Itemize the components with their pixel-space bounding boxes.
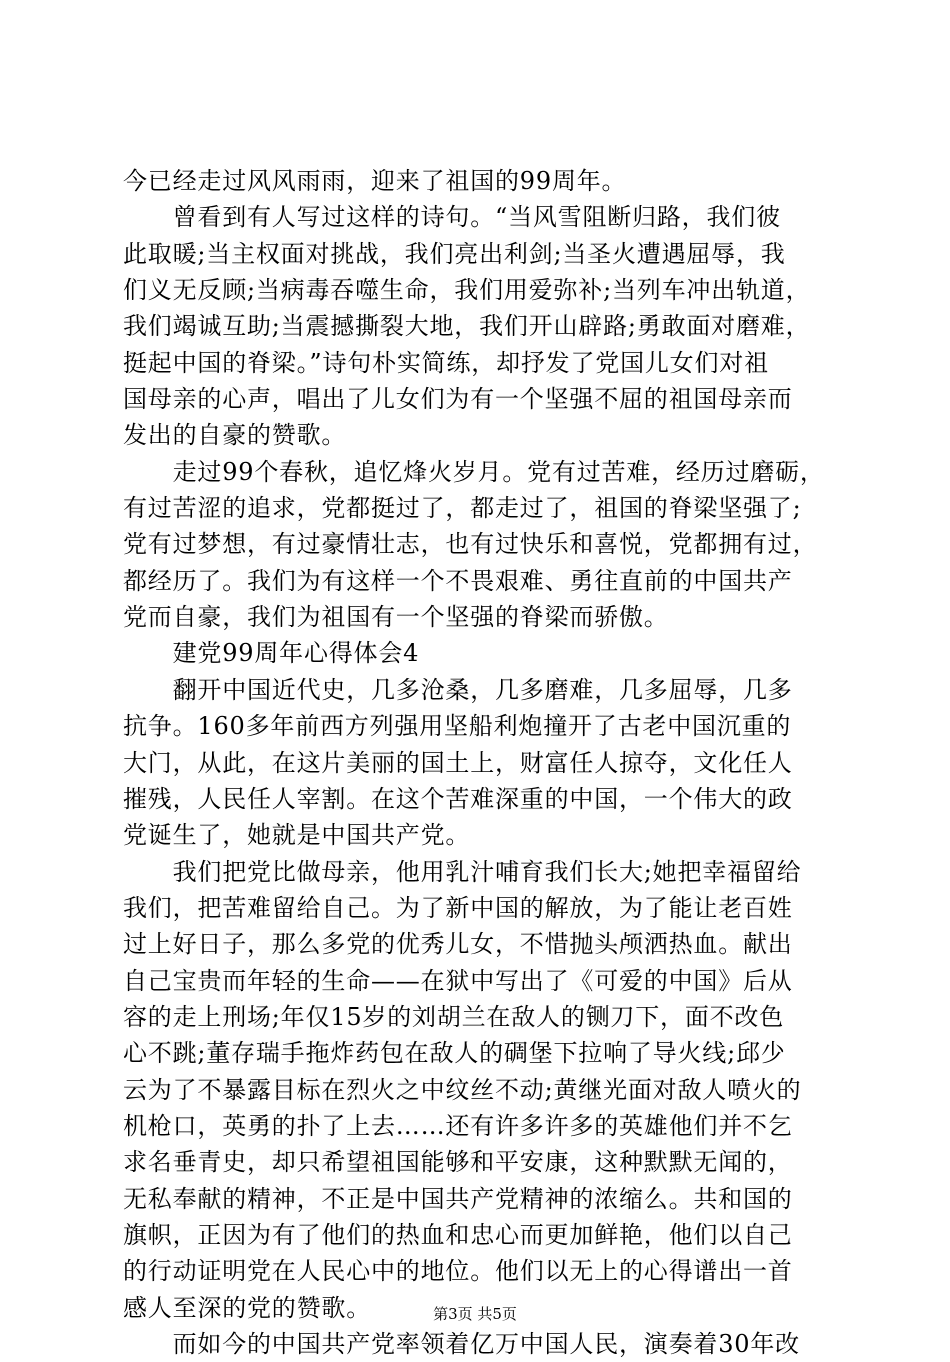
page-number-footer: 第3页 共5页 bbox=[433, 1305, 517, 1323]
text-line: 容的走上刑场;年仅15岁的刘胡兰在敌人的铡刀下，面不改色 bbox=[123, 1002, 785, 1031]
text-line: 感人至深的党的赞歌。 bbox=[123, 1293, 371, 1322]
text-line: 我们，把苦难留给自己。为了新中国的解放，为了能让老百姓 bbox=[123, 893, 793, 922]
text-line: 党诞生了，她就是中国共产党。 bbox=[123, 821, 471, 850]
text-line: 而如今的中国共产党率领着亿万中国人民，演奏着30年改 bbox=[123, 1330, 800, 1358]
text-line: 挺起中国的脊梁。”诗句朴实简练，却抒发了党国儿女们对祖 bbox=[123, 348, 769, 377]
text-line: 求名垂青史，却只希望祖国能够和平安康，这种默默无闻的， bbox=[123, 1148, 793, 1177]
text-line: 发出的自豪的赞歌。 bbox=[123, 421, 347, 450]
text-line: 自己宝贵而年轻的生命——在狱中写出了《可爱的中国》后从 bbox=[123, 966, 793, 995]
text-line: 机枪口，英勇的扑了上去……还有许多许多的英雄他们并不乞 bbox=[123, 1111, 793, 1140]
text-line: 旗帜，正因为有了他们的热血和忠心而更加鲜艳，他们以自己 bbox=[123, 1220, 793, 1249]
section-heading: 建党99周年心得体会4 bbox=[123, 639, 420, 668]
text-line: 党而自豪，我们为祖国有一个坚强的脊梁而骄傲。 bbox=[123, 603, 669, 632]
text-line: 此取暖;当主权面对挑战，我们亮出利剑;当圣火遭遇屈辱，我 bbox=[123, 239, 786, 268]
text-line: 摧残，人民任人宰割。在这个苦难深重的中国，一个伟大的政 bbox=[123, 784, 793, 813]
text-line: 我们把党比做母亲，他用乳汁哺育我们长大;她把幸福留给 bbox=[123, 857, 802, 886]
text-line: 翻开中国近代史，几多沧桑，几多磨难，几多屈辱，几多 bbox=[123, 675, 793, 704]
text-line: 心不跳;董存瑞手拖炸药包在敌人的碉堡下拉响了导火线;邱少 bbox=[123, 1039, 786, 1068]
text-line: 的行动证明党在人民心中的地位。他们以无上的心得谱出一首 bbox=[123, 1257, 793, 1286]
text-line: 云为了不暴露目标在烈火之中纹丝不动;黄继光面对敌人喷火的 bbox=[123, 1075, 802, 1104]
text-line: 无私奉献的精神，不正是中国共产党精神的浓缩么。共和国的 bbox=[123, 1184, 793, 1213]
text-line: 大门，从此，在这片美丽的国土上，财富任人掠夺，文化任人 bbox=[123, 748, 793, 777]
text-line: 我们竭诚互助;当震撼撕裂大地，我们开山辟路;勇敢面对磨难， bbox=[123, 312, 811, 341]
text-line: 国母亲的心声，唱出了儿女们为有一个坚强不屈的祖国母亲而 bbox=[123, 385, 793, 414]
body-text bbox=[123, 163, 833, 1362]
text-line: 党有过梦想，有过豪情壮志，也有过快乐和喜悦，党都拥有过， bbox=[123, 530, 818, 559]
text-line: 有过苦涩的追求，党都挺过了，都走过了，祖国的脊梁坚强了; bbox=[123, 494, 802, 523]
text-line: 今已经走过风风雨雨，迎来了祖国的99周年。 bbox=[123, 167, 627, 195]
text-line: 们义无反顾;当病毒吞噬生命，我们用爱弥补;当列车冲出轨道， bbox=[123, 276, 811, 305]
text-line: 走过99个春秋，追忆烽火岁月。党有过苦难，经历过磨砺， bbox=[123, 457, 825, 486]
text-line: 都经历了。我们为有这样一个不畏艰难、勇往直前的中国共产 bbox=[123, 566, 793, 595]
text-line: 曾看到有人写过这样的诗句。“当风雪阻断归路，我们彼 bbox=[123, 203, 781, 232]
text-line: 过上好日子，那么多党的优秀儿女，不惜抛头颅洒热血。献出 bbox=[123, 930, 793, 959]
text-line: 抗争。160多年前西方列强用坚船利炮撞开了古老中国沉重的 bbox=[123, 712, 792, 741]
